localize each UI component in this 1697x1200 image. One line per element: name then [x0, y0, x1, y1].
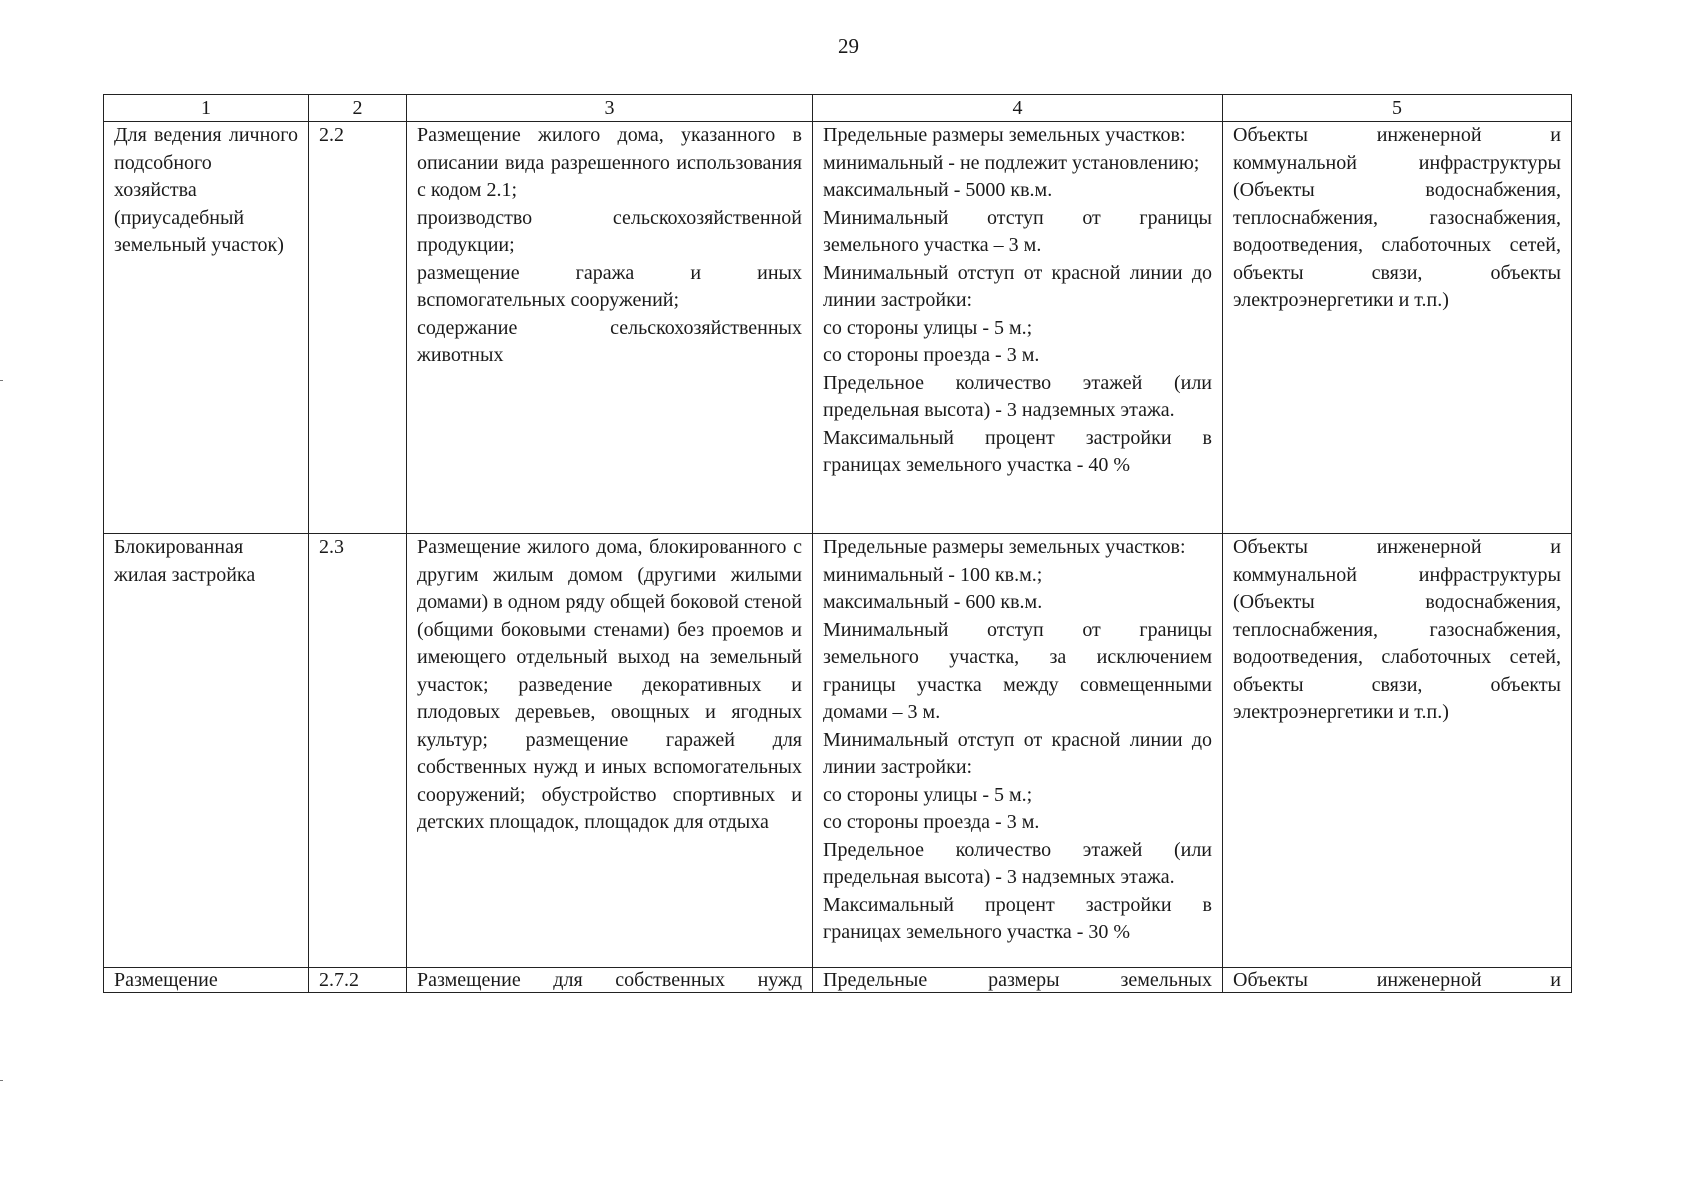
land-use-name: Для ведения личного подсобного хозяйства (приусадебный земельный участок) — [104, 122, 309, 534]
land-use-objects: Объекты инженерной и коммунальной инфраструктуры (Объекты водоснабжения, теплоснабжения, газоснабжения, водоотведения, слаботочных сетей, объекты связи, объекты электроэнергетики и т.п.) — [1223, 122, 1572, 534]
land-use-objects: Объекты инженерной и — [1223, 968, 1572, 993]
header-cell-5: 5 — [1223, 95, 1572, 122]
table-row — [104, 122, 1572, 534]
land-use-description: Размещение для собственных нужд — [407, 968, 813, 993]
header-cell-1: 1 — [104, 95, 309, 122]
land-use-name: Размещение — [104, 968, 309, 993]
land-use-name: Блокированная жилая застройка — [104, 534, 309, 968]
header-cell-4: 4 — [813, 95, 1223, 122]
land-use-description: Размещение жилого дома, блокированного с другим жилым домом (другими жилыми домами) в одном ряду общей боковой стеной (общими боковыми стенами) без проемов и имеющего отдельный выход на земельный участок; разведение декоративных и плодовых деревьев, овощных и ягодных культур; размещение гаражей для собственных нужд и иных вспомогательных сооружений; обустройство спортивных и детских площадок, площадок для отдыха — [407, 534, 813, 968]
land-use-description: Размещение жилого дома, указанного в описании вида разрешенного использования с кодом 2.1; производство сельскохозяйственной продукции; размещение гаража и иных вспомогательных сооружений; содержание сельскохозяйственных животных — [407, 122, 813, 534]
land-use-code: 2.2 — [309, 122, 407, 534]
page-number: 29 — [838, 34, 859, 58]
land-use-table — [103, 94, 1572, 993]
header-row — [104, 95, 1572, 122]
land-use-parameters: Предельные размеры земельных участков: минимальный - 100 кв.м.; максимальный - 600 кв.м. Минимальный отступ от границы земельного участка, за исключением границы участка между совмещенными домами – 3 м. Минимальный отступ от красной линии до линии застройки: со стороны улицы - 5 м.; со стороны проезда - 3 м. Предельное количество этажей (или предельная высота) - 3 надземных этажа. Максимальный процент застройки в границах земельного участка - 30 % — [813, 534, 1223, 968]
scan-margin-mark — [0, 380, 3, 381]
table-row — [104, 968, 1572, 993]
land-use-code: 2.7.2 — [309, 968, 407, 993]
header-cell-3: 3 — [407, 95, 813, 122]
land-use-code: 2.3 — [309, 534, 407, 968]
land-use-objects: Объекты инженерной и коммунальной инфраструктуры (Объекты водоснабжения, теплоснабжения, газоснабжения, водоотведения, слаботочных сетей, объекты связи, объекты электроэнергетики и т.п.) — [1223, 534, 1572, 968]
land-use-parameters: Предельные размеры земельных — [813, 968, 1223, 993]
table-row — [104, 534, 1572, 968]
header-cell-2: 2 — [309, 95, 407, 122]
land-use-parameters: Предельные размеры земельных участков: минимальный - не подлежит установлению; максимальный - 5000 кв.м. Минимальный отступ от границы земельного участка – 3 м. Минимальный отступ от красной линии до линии застройки: со стороны улицы - 5 м.; со стороны проезда - 3 м. Предельное количество этажей (или предельная высота) - 3 надземных этажа. Максимальный процент застройки в границах земельного участка - 40 % — [813, 122, 1223, 534]
scan-margin-mark — [0, 1080, 3, 1081]
